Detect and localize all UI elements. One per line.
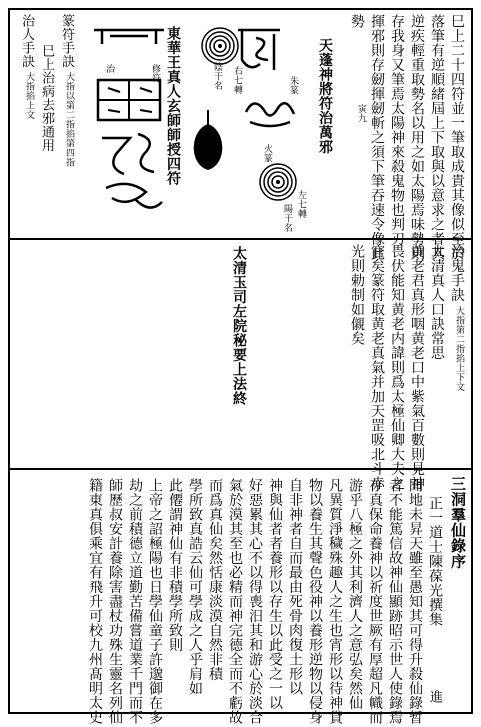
talisman-label: 朱篆 [288, 76, 298, 95]
text-column: 存我身又筆焉太陽神來殺鬼物也判刃 [389, 14, 405, 246]
section-heading: 東華王真人玄師師授四符 [165, 26, 181, 186]
text-column: 勢 [349, 14, 365, 29]
small-annotation: 大指以第二指掐第四指 [64, 72, 74, 167]
talisman-label: 右七轉 [232, 66, 242, 95]
text-column: 好惡累其心不以得喪汨其和游心於淡合 [247, 478, 263, 725]
text-column: 黄老君真形咽黄老口中紫氣百數則見神 [409, 244, 425, 491]
text-column: 太清真人口訣常思 [429, 244, 445, 360]
text-column: 篆符手訣 [59, 14, 74, 68]
small-annotation: 大指第二指掐上下文 [454, 306, 464, 392]
text-column: 自非神者自而最由死骨肉復土形以 [287, 478, 303, 696]
text-column: 巳上二十四符並一筆取成貴其像似至於 [449, 14, 465, 261]
text-column: 落筆有逆順緒屆上下取與以意求之者其 [429, 14, 445, 261]
talisman-glyph [88, 22, 170, 218]
text-column: 師歷叔安計養除害盡杖功殊生靈名列仙 [107, 478, 123, 725]
text-column: 此僊謂神仙有非積學所致則 [167, 478, 183, 652]
text-column: 治人手訣 [19, 14, 34, 68]
small-annotation: 大指掐上文 [24, 72, 34, 120]
spiral-icon [258, 162, 298, 202]
talisman-label: 左七轉 [296, 190, 306, 219]
text-column: 籍東真俱乘宜有飛升可校九州髙明太史 [87, 478, 103, 725]
text-column: 上帝之詔極陽也日學仙童子許邈御在多 [147, 478, 163, 725]
talisman-label: 火篆 [262, 144, 272, 163]
text-column: 者不能篤信故神仙顯跡昭示世人使錄焉 [387, 478, 403, 725]
text-column: 逆疾輕重取勢名以用之如太陽焉味勢則 [409, 14, 425, 261]
text-column: 存真保命養神以祈度世厥有厚超凡幟而 [367, 478, 383, 725]
talisman-label: 修符 [150, 64, 160, 83]
text-column: 進 [427, 690, 442, 704]
text-column: 而爲真仙矣然恬康淡漠自然非積 [207, 478, 223, 681]
text-column: 神與仙者者養形以存生以此受之一以 [267, 478, 283, 710]
small-annotation: 寅九 [356, 104, 366, 123]
talisman-label: 陰干名 [212, 62, 222, 91]
text-column: 光則勅制如儭矣 [349, 244, 365, 346]
text-column: 劫之前積德立道勤苦備嘗道業千門而不 [127, 478, 143, 725]
seal-icon [186, 110, 230, 174]
text-column: 畏伏能知黄老内諱則爲太極仙卿大夫之 [389, 244, 405, 491]
text-column: 凡異質淨穢殊趣人之生也宵形以待神貸 [327, 478, 343, 725]
spiral-icon [200, 26, 240, 66]
text-column: 學所致真誥云仙可學成之人乎肩如 [187, 478, 203, 696]
text-column: 治鬼手訣 [449, 244, 465, 302]
text-column: 氣於漠其至也必精而神完德全而不虧故 [227, 478, 243, 725]
text-column: 游乎八極之外其利濟人之意弘矣然仙 [347, 478, 363, 710]
text-column: 物以養生其聲色役神以養形逆物以侵身 [307, 478, 323, 725]
talisman-label: 治 [104, 64, 114, 74]
text-column: 聞地未昇天雖至愚知其可得升殺仙錄暂 [407, 478, 423, 725]
text-column: 官矣篆符取黄老真氣并加天罡吸北斗赤 [369, 244, 385, 491]
author-line: 正一道士陳葆光撰集 [427, 496, 443, 627]
section-heading: 天蓬神將符治萬邪 [317, 38, 333, 154]
talisman-glyph [240, 92, 300, 132]
text-column: 巳上治病去邪通用 [39, 44, 54, 152]
section-heading: 太清玉司左院秘要上法終 [231, 246, 247, 406]
talisman-label: 陽干名 [282, 204, 292, 233]
text-column: 揮邪則存劒揮劒斬之須下筆吞速令像此 [369, 14, 385, 261]
preface-title: 三洞羣仙錄序 [449, 476, 467, 569]
